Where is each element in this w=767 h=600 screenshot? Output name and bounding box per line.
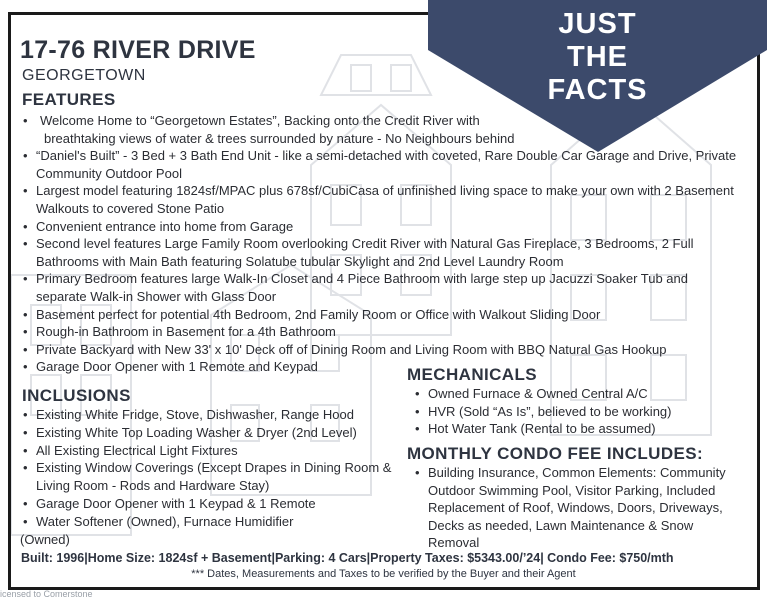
banner-line-2: THE: [567, 41, 628, 73]
feature-item: [22, 112, 742, 147]
banner-line-1: JUST: [558, 8, 637, 40]
feature-item: • Second level features Large Family Room overlooking Credit River with Natural Gas Fireplace, 3 Bedrooms, 2 Full Bathrooms with Main Bath featuring Solatube tubular Skylight and 2nd Level Laundry Room: [22, 235, 742, 270]
feature-item: • Private Backyard with New 33' x 10' Deck off of Dining Room and Living Room with BBQ Natural Gas Hookup: [22, 341, 742, 359]
inclusion-item-text: Water Softener (Owned), Furnace Humidifier: [36, 513, 294, 529]
inclusion-item-continuation: (Owned): [20, 531, 70, 547]
disclaimer: *** Dates, Measurements and Taxes to be verified by the Buyer and their Agent: [191, 568, 576, 580]
inclusion-item: • All Existing Electrical Light Fixtures: [22, 442, 392, 460]
mechanicals-list: [414, 385, 744, 438]
condo-fee-item: • Building Insurance, Common Elements: Community Outdoor Swimming Pool, Visitor Parking, Included Replacement of Roof, Windows, Doors, Driveways, Decks as needed, Lawn Maintenance & Snow Removal: [414, 464, 734, 552]
inclusions-list: [22, 406, 392, 548]
feature-item: • Garage Door Opener with 1 Remote and Keypad: [22, 358, 742, 376]
feature-item: • Convenient entrance into home from Garage: [22, 218, 742, 236]
features-heading: FEATURES: [22, 90, 116, 109]
inclusion-item: • Existing Window Coverings (Except Drapes in Dining Room & Living Room - Rods and Hardware Stay): [22, 459, 392, 495]
banner-text: [428, 8, 767, 107]
mechanical-item: • Hot Water Tank (Rental to be assumed): [414, 420, 744, 438]
condo-fee-heading: MONTHLY CONDO FEE INCLUDES:: [407, 444, 704, 463]
feature-item: • “Daniel's Built” - 3 Bed + 3 Bath End Unit - like a semi-detached with coveted, Rare Double Car Garage and Drive, Private Community Outdoor Pool: [22, 147, 742, 182]
banner-line-3: FACTS: [547, 74, 648, 106]
feature-item: • Primary Bedroom features large Walk-In Closet and 4 Piece Bathroom with large step up Jacuzzi Soaker Tub and separate Walk-in Shower with Glass Door: [22, 270, 742, 305]
facts-summary-line: Built: 1996|Home Size: 1824sf + Basement|Parking: 4 Cars|Property Taxes: $5343.00/’24| Condo Fee: $750/mth: [21, 551, 674, 565]
mechanicals-heading: MECHANICALS: [407, 365, 538, 384]
license-caption: icensed to Comerstone: [0, 589, 93, 599]
inclusions-heading: INCLUSIONS: [22, 386, 131, 405]
feature-item: • Basement perfect for potential 4th Bedroom, 2nd Family Room or Office with Walkout Sliding Door: [22, 306, 742, 324]
mechanical-item: • HVR (Sold “As Is”, believed to be working): [414, 403, 744, 421]
inclusion-item: • Garage Door Opener with 1 Keypad & 1 Remote: [22, 495, 392, 513]
feature-item: • Largest model featuring 1824sf/MPAC plus 678sf/CubiCasa of unfinished living space to make your own with 2 Basement Walkouts to covered Stone Patio: [22, 182, 742, 217]
inclusion-item: • Existing White Top Loading Washer & Dryer (2nd Level): [22, 424, 392, 442]
inclusion-item: • Existing White Fridge, Stove, Dishwasher, Range Hood: [22, 406, 392, 424]
condo-fee-list: [414, 464, 734, 552]
feature-item-text: Welcome Home to “Georgetown Estates”, Backing onto the Credit River with: [40, 113, 480, 128]
features-list: [22, 112, 742, 376]
feature-item: • Rough-in Bathroom in Basement for a 4th Bathroom: [22, 323, 742, 341]
property-address: 17-76 RIVER DRIVE: [20, 36, 256, 64]
feature-item-continuation: breathtaking views of water & trees surrounded by nature - No Neighbours behind: [44, 130, 515, 146]
inclusion-item: [22, 513, 392, 549]
mechanical-item: • Owned Furnace & Owned Central A/C: [414, 385, 744, 403]
property-town: GEORGETOWN: [22, 67, 146, 84]
